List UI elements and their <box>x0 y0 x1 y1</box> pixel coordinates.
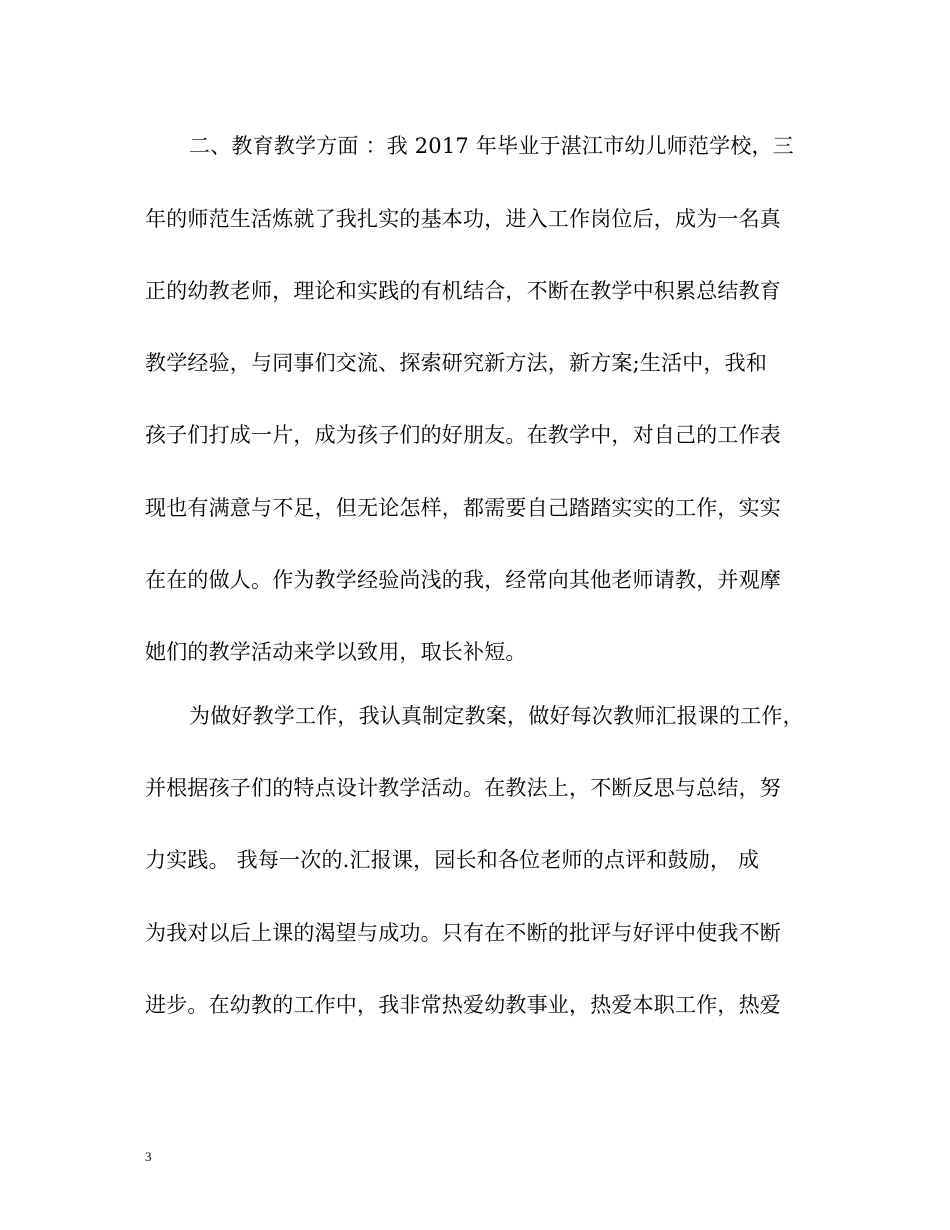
paragraph-1-line-4: 教学经验，与同事们交流、探索研究新方法，新方案;生活中，我和 <box>145 351 768 375</box>
paragraph-2-line-3: 力实践。 我每一次的.汇报课，园长和各位老师的点评和鼓励， 成 <box>145 848 760 872</box>
paragraph-2-line-1: 为做好教学工作，我认真制定教案，做好每次教师汇报课的工作， <box>189 704 804 728</box>
paragraph-2-line-2: 并根据孩子们的特点设计教学活动。在教法上，不断反思与总结，努 <box>145 776 781 800</box>
paragraph-1-line-8: 她们的教学活动来学以致用，取长补短。 <box>145 640 527 664</box>
page-number: 3 <box>145 1149 152 1164</box>
paragraph-1-line-6: 现也有满意与不足，但无论怎样，都需要自己踏踏实实的工作，实实 <box>145 496 781 520</box>
paragraph-2-line-5: 进步。在幼教的工作中，我非常热爱幼教事业，热爱本职工作，热爱 <box>145 993 781 1017</box>
paragraph-1-line-5: 孩子们打成一片，成为孩子们的好朋友。在教学中，对自己的工作表 <box>145 423 781 447</box>
paragraph-2-line-4: 为我对以后上课的渴望与成功。只有在不断的批评与好评中使我不断 <box>145 921 781 945</box>
paragraph-1-line-7: 在在的做人。作为教学经验尚浅的我，经常向其他老师请教，并观摩 <box>145 568 781 592</box>
paragraph-1-line-3: 正的幼教老师，理论和实践的有机结合，不断在教学中积累总结教育 <box>145 279 781 303</box>
paragraph-1-line-2: 年的师范生活炼就了我扎实的基本功，进入工作岗位后，成为一名真 <box>145 207 781 231</box>
paragraph-1-line-1: 二、教育教学方面 ：我 2017 年毕业于湛江市幼儿师范学校，三 <box>189 134 794 158</box>
